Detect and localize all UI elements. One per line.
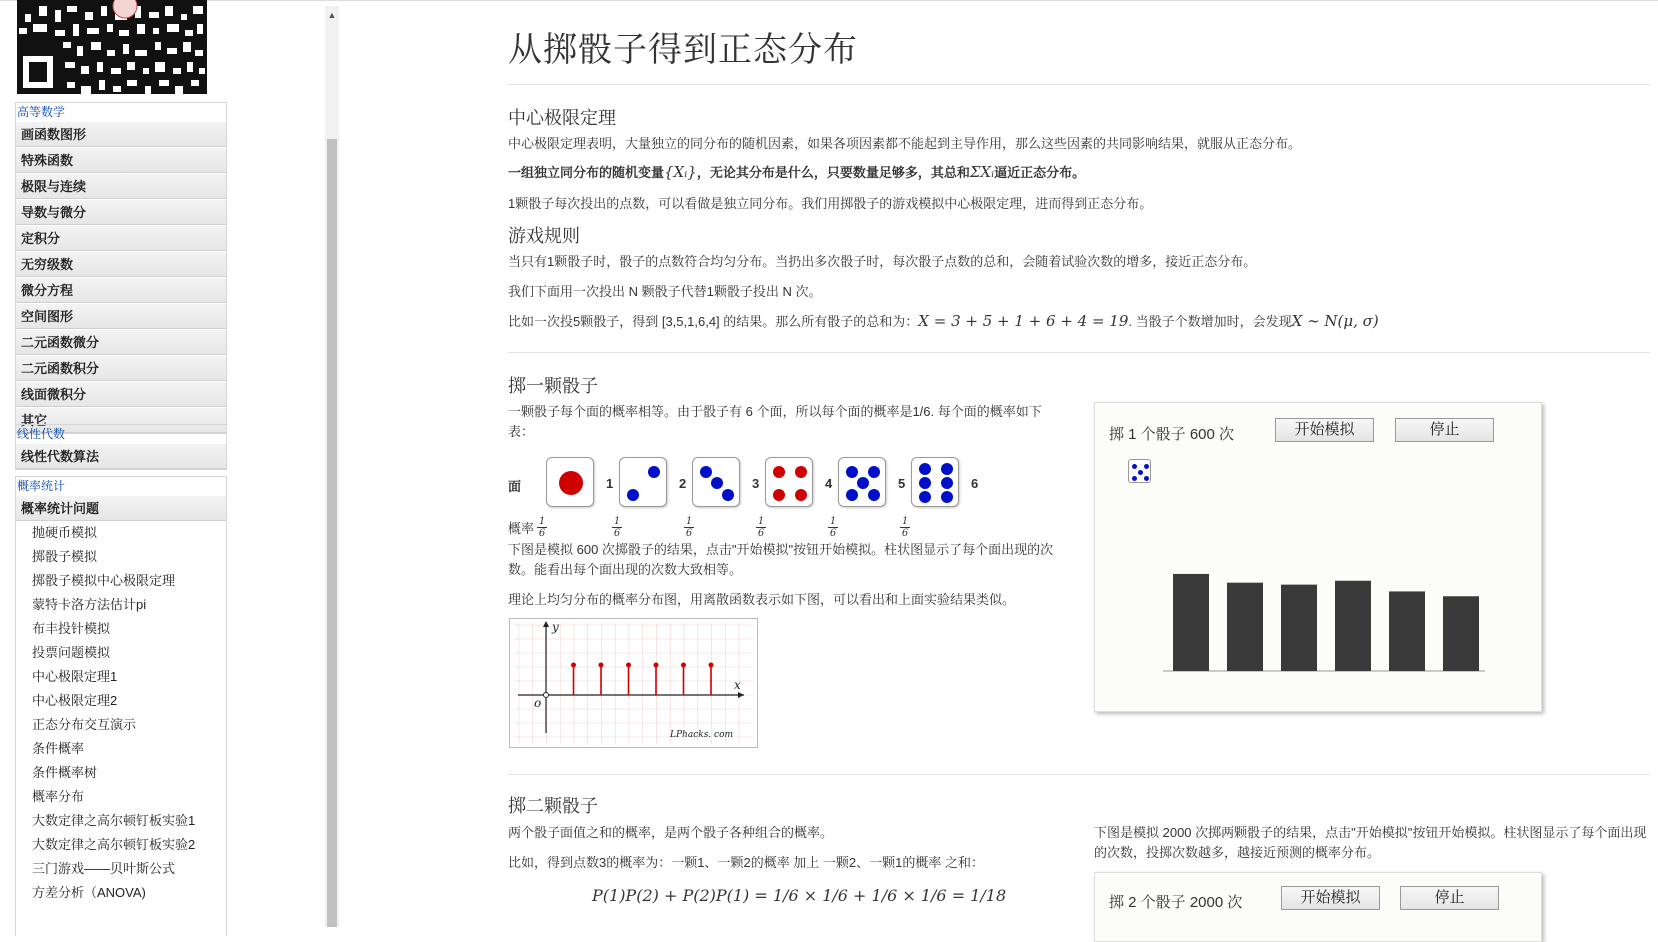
rules-paragraph-2: 我们下面用一次投出 N 颗骰子代替1颗骰子投出 N 次。 (508, 284, 822, 299)
menu-item-infinite-series[interactable]: 无穷级数 (16, 251, 226, 277)
die-pip (919, 463, 931, 475)
sub-item-clt-2[interactable]: 中心极限定理2 (16, 689, 226, 713)
die-pip (773, 466, 785, 478)
die-face-number: 3 (752, 476, 760, 491)
two-dice-heading: 掷二颗骰子 (508, 796, 598, 816)
sub-item-dice-clt[interactable]: 掷骰子模拟中心极限定理 (16, 569, 226, 593)
sim1-bar-face-1 (1173, 574, 1209, 671)
chart-brand-label: LPhacks. com (670, 730, 734, 740)
die-face-5 (838, 457, 886, 507)
menu-item-space-graphics[interactable]: 空间图形 (16, 303, 226, 329)
section-divider-1 (508, 352, 1650, 353)
sub-item-dice-sim[interactable]: 掷骰子模拟 (16, 545, 226, 569)
y-axis-label: y (552, 620, 559, 634)
sub-item-coin-toss[interactable]: 抛硬币模拟 (16, 521, 226, 545)
die-face-6 (911, 457, 959, 507)
die-pip (868, 489, 880, 501)
menu-head-probability[interactable]: 概率统计 (17, 479, 66, 493)
sub-item-conditional-probability[interactable]: 条件概率 (16, 737, 226, 761)
menu-group-linear-algebra (15, 424, 227, 470)
probability-fraction: $\frac{1}{6}$ (829, 516, 837, 539)
menu-item-special-functions[interactable]: 特殊函数 (16, 147, 226, 173)
die-pip (700, 466, 712, 478)
scroll-up-arrow-icon[interactable]: ▲ (327, 10, 337, 20)
probability-fraction: $\frac{1}{6}$ (538, 516, 546, 539)
sub-item-anova[interactable]: 方差分析（ANOVA) (16, 881, 226, 905)
sim1-stop-button[interactable]: 停止 (1395, 418, 1494, 442)
menu-item-function-graph[interactable]: 画函数图形 (16, 121, 226, 147)
sim1-current-die (1128, 459, 1151, 483)
sim2-label: 掷 2 个骰子 2000 次 (1109, 894, 1243, 911)
sub-item-monty-hall[interactable]: 三门游戏——贝叶斯公式 (16, 857, 226, 881)
die-pip (846, 466, 858, 478)
sim1-bar-face-4 (1335, 581, 1371, 671)
stem-point (709, 662, 714, 667)
two-dice-right-paragraph: 下图是模拟 2000 次掷两颗骰子的结果，点击"开始模拟"按钮开始模拟。柱状图显示了每个面出现的次数，投掷次数越多，越接近预测的概率分布。 (1094, 825, 1647, 860)
y-axis-arrow-icon (543, 621, 549, 627)
die-pip (1132, 476, 1137, 481)
die-pip (868, 466, 880, 478)
scrollbar-thumb[interactable] (327, 139, 337, 927)
sim2-start-button[interactable]: 开始模拟 (1281, 886, 1380, 910)
section-divider-2 (508, 774, 1650, 775)
menu-head-calculus[interactable]: 高等数学 (17, 105, 66, 119)
sim1-panel (1094, 402, 1542, 712)
die-face-number: 1 (606, 476, 614, 491)
die-pip (795, 466, 807, 478)
one-die-heading: 掷一颗骰子 (508, 376, 598, 396)
menu-group-probability (15, 476, 227, 936)
menu-item-other[interactable]: 其它 (16, 407, 226, 433)
sim1-label: 掷 1 个骰子 600 次 (1109, 426, 1235, 443)
sub-item-probability-distribution[interactable]: 概率分布 (16, 785, 226, 809)
die-pip (795, 489, 807, 501)
math-xi: {Xᵢ} (664, 163, 697, 181)
sim1-bar-chart (1095, 403, 1543, 713)
math-sum-example: X = 3 + 5 + 1 + 6 + 4 = 19 (918, 312, 1129, 330)
menu-head-linear-algebra[interactable]: 线性代数 (17, 427, 66, 441)
two-dice-paragraph-2: 比如，得到点数3的概率为：一颗1、一颗2的概率 加上 一颗2、一颗1的概率 之和： (508, 855, 984, 870)
math-normal: X ∼ N(μ, σ) (1291, 312, 1379, 330)
sim2-panel (1094, 872, 1542, 942)
theory-chart-svg (510, 619, 759, 749)
sim1-bar-face-2 (1227, 583, 1263, 671)
two-dice-formula: P(1)P(2) + P(2)P(1) = 1/6 × 1/6 + 1/6 × 1/6 = 1/18 (592, 886, 1007, 905)
die-pip (1144, 476, 1149, 481)
probability-fraction: $\frac{1}{6}$ (757, 516, 765, 539)
die-face-number: 2 (679, 476, 687, 491)
die-face-1 (546, 457, 594, 507)
menu-item-definite-integral[interactable]: 定积分 (16, 225, 226, 251)
die-face-number: 5 (898, 476, 906, 491)
clt-paragraph-2: 一组独立同分布的随机变量{Xᵢ}，无论其分布是什么，只要数量足够多，其总和ΣXᵢ逼近正态分布。 (508, 163, 1086, 181)
sidebar (0, 6, 337, 927)
die-pip (1144, 464, 1149, 469)
probability-fraction: $\frac{1}{6}$ (613, 516, 621, 539)
one-die-paragraph-3: 理论上均匀分布的概率分布图，用离散函数表示如下图，可以看出和上面实验结果类似。 (508, 592, 1016, 607)
qr-code (15, 6, 227, 98)
face-label: 面 (508, 479, 522, 494)
sub-item-clt-1[interactable]: 中心极限定理1 (16, 665, 226, 689)
sub-item-galton-board-1[interactable]: 大数定律之高尔顿钉板实验1 (16, 809, 226, 833)
sub-item-voting-problem[interactable]: 投票问题模拟 (16, 641, 226, 665)
sub-item-probability-tree[interactable]: 条件概率树 (16, 761, 226, 785)
clt-paragraph-3: 1颗骰子每次投出的点数，可以看做是独立同分布。我们用掷骰子的游戏模拟中心极限定理，进而得到正态分布。 (508, 196, 1153, 211)
sidebar-scrollbar[interactable] (325, 6, 339, 927)
die-face-3 (692, 457, 740, 507)
prob-label: 概率 (508, 521, 535, 536)
stem-point (571, 662, 576, 667)
die-pip (919, 477, 931, 489)
rules-heading: 游戏规则 (508, 226, 580, 246)
rules-paragraph-3: 比如一次投5颗骰子，得到 [3,5,1,6,4] 的结果。那么所有骰子的总和为：X = 3 + 5 + 1 + 6 + 4 = 19. 当骰子个数增加时，会发现X ∼ N(μ, σ) (508, 312, 1379, 330)
sim1-bar-face-5 (1389, 591, 1425, 671)
die-pip (627, 489, 639, 501)
menu-item-line-surface-calculus[interactable]: 线面微积分 (16, 381, 226, 407)
menu-item-bivariate-integral[interactable]: 二元函数积分 (16, 355, 226, 381)
die-pip (846, 489, 858, 501)
menu-item-derivatives[interactable]: 导数与微分 (16, 199, 226, 225)
menu-item-probability-problems[interactable]: 概率统计问题 (16, 495, 226, 521)
stem-point (626, 662, 631, 667)
die-pip (941, 491, 953, 503)
menu-item-bivariate-differential[interactable]: 二元函数微分 (16, 329, 226, 355)
die-pip (1138, 470, 1143, 475)
menu-item-linear-algebra-algorithms[interactable]: 线性代数算法 (16, 443, 226, 469)
sim1-bar-face-3 (1281, 585, 1317, 671)
x-axis-arrow-icon (738, 692, 744, 698)
die-face-number: 6 (971, 476, 979, 491)
die-pip (1132, 464, 1137, 469)
die-pip (941, 477, 953, 489)
stem-point (681, 662, 686, 667)
menu-item-differential-equations[interactable]: 微分方程 (16, 277, 226, 303)
sub-item-buffon-needle[interactable]: 布丰投针模拟 (16, 617, 226, 641)
probability-fraction: $\frac{1}{6}$ (901, 516, 909, 539)
sub-item-monte-carlo-pi[interactable]: 蒙特卡洛方法估计pi (16, 593, 226, 617)
one-die-paragraph-1: 一颗骰子每个面的概率相等。由于骰子有 6 个面，所以每个面的概率是1/6. 每个面的概率如下表： (508, 404, 1042, 439)
origin-label: o (534, 696, 542, 710)
clt-paragraph-1: 中心极限定理表明，大量独立的同分布的随机因素，如果各项因素都不能起到主导作用，那么这些因素的共同影响结果，就服从正态分布。 (508, 136, 1302, 151)
sim1-bar-face-6 (1443, 596, 1479, 671)
page-title: 从掷骰子得到正态分布 (508, 31, 858, 69)
sim1-start-button[interactable]: 开始模拟 (1275, 418, 1374, 442)
die-pip (559, 471, 583, 495)
two-dice-paragraph-1: 两个骰子面值之和的概率，是两个骰子各种组合的概率。 (508, 825, 834, 840)
theory-chart (509, 618, 758, 748)
die-pip (648, 466, 660, 478)
sub-item-normal-demo[interactable]: 正态分布交互演示 (16, 713, 226, 737)
stem-point (599, 662, 604, 667)
die-face-number: 4 (825, 476, 833, 491)
sub-item-galton-board-2[interactable]: 大数定律之高尔顿钉板实验2 (16, 833, 226, 857)
menu-group-calculus (15, 102, 227, 434)
die-face-2 (619, 457, 667, 507)
one-die-paragraph-2: 下图是模拟 600 次掷骰子的结果，点击"开始模拟"按钮开始模拟。柱状图显示了每个面出现的次数。能看出每个面出现的次数大致相等。 (508, 542, 1054, 577)
die-pip (722, 489, 734, 501)
die-pip (773, 489, 785, 501)
clt-heading: 中心极限定理 (508, 108, 616, 128)
die-pip (941, 463, 953, 475)
origin-point (544, 693, 549, 698)
title-divider (508, 84, 1650, 85)
die-pip (919, 491, 931, 503)
menu-item-limits[interactable]: 极限与连续 (16, 173, 226, 199)
die-pip (857, 477, 869, 489)
die-face-4 (765, 457, 813, 507)
probability-fraction: $\frac{1}{6}$ (685, 516, 693, 539)
stem-point (654, 662, 659, 667)
sim2-stop-button[interactable]: 停止 (1400, 886, 1499, 910)
rules-paragraph-1: 当只有1颗骰子时，骰子的点数符合均匀分布。当扔出多次骰子时，每次骰子点数的总和，会随着试验次数的增多，接近正态分布。 (508, 254, 1257, 269)
x-axis-label: x (734, 678, 741, 692)
math-sum-xi: ΣXᵢ (969, 163, 995, 181)
die-pip (711, 477, 723, 489)
